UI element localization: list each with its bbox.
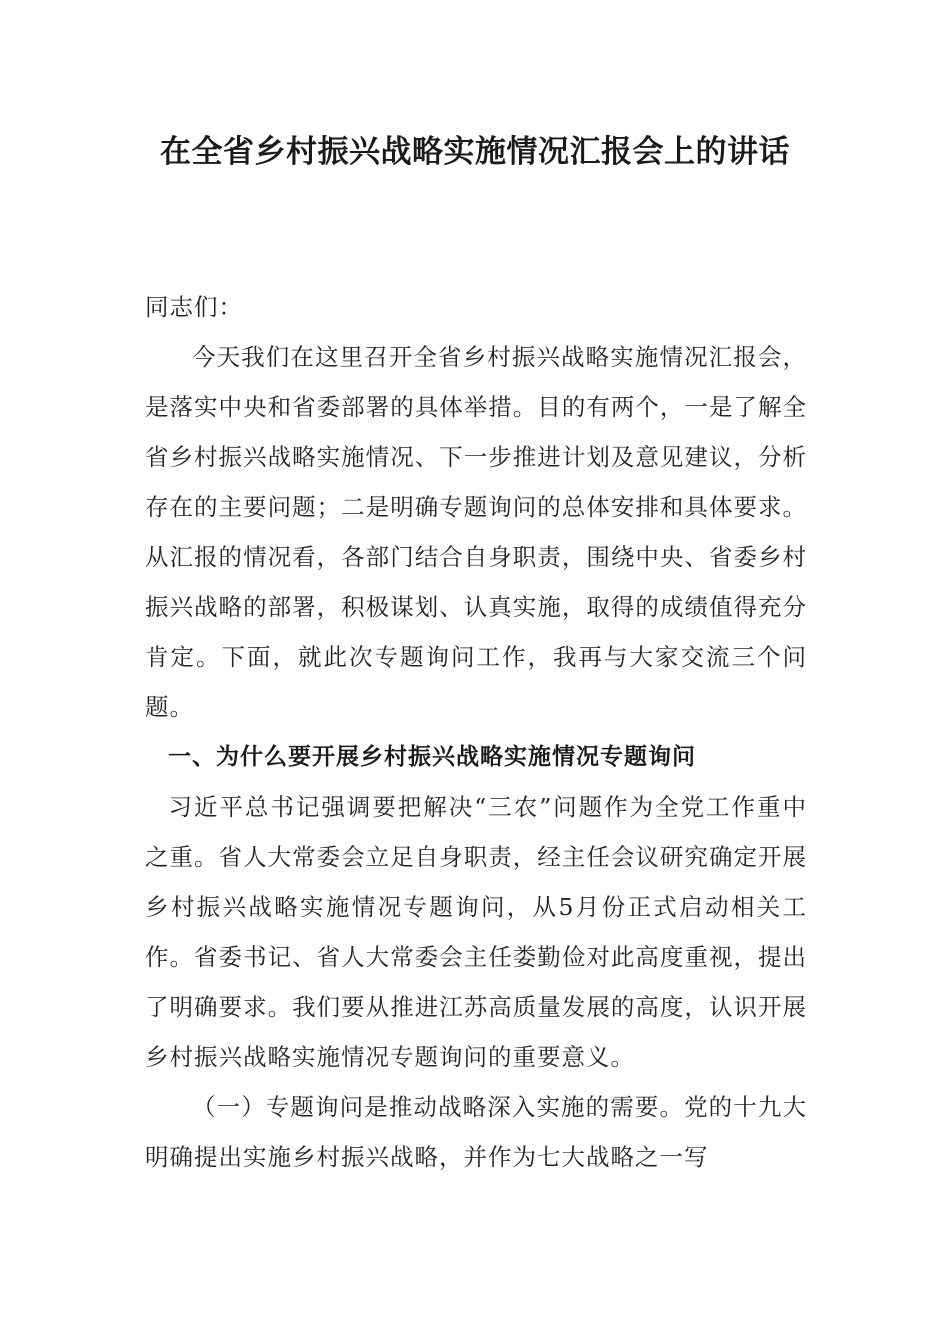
section-1-paragraph: 习近平总书记强调要把解决“三农”问题作为全党工作重中之重。省人大常委会立足自身职责，经主任会议研究确定开展乡村振兴战略实施情况专题询问，从5月份正式启动相关工作。省委书记、省人大常委会主任娄勤俭对此高度重视，提出了明确要求。我们要从推进江苏高质量发展的高度，认识开展乡村振兴战略实施情况专题询问的重要意义。 bbox=[145, 793, 807, 1071]
salutation: 同志们： bbox=[145, 293, 243, 321]
subsection-1-paragraph: （一）专题询问是推动战略深入实施的需要。党的十九大明确提出实施乡村振兴战略，并作为七大战略之一写 bbox=[145, 1093, 807, 1171]
document-title: 在全省乡村振兴战略实施情况汇报会上的讲话 bbox=[160, 134, 790, 170]
document-body bbox=[145, 282, 807, 1182]
intro-paragraph: 今天我们在这里召开全省乡村振兴战略实施情况汇报会，是落实中央和省委部署的具体举措。目的有两个，一是了解全省乡村振兴战略实施情况、下一步推进计划及意见建议，分析存在的主要问题；二是明确专题询问的总体安排和具体要求。从汇报的情况看，各部门结合自身职责，围绕中央、省委乡村振兴战略的部署，积极谋划、认真实施，取得的成绩值得充分肯定。下面，就此次专题询问工作，我再与大家交流三个问题。 bbox=[145, 343, 807, 721]
section-heading-1: 一、为什么要开展乡村振兴战略实施情况专题询问 bbox=[168, 744, 696, 770]
